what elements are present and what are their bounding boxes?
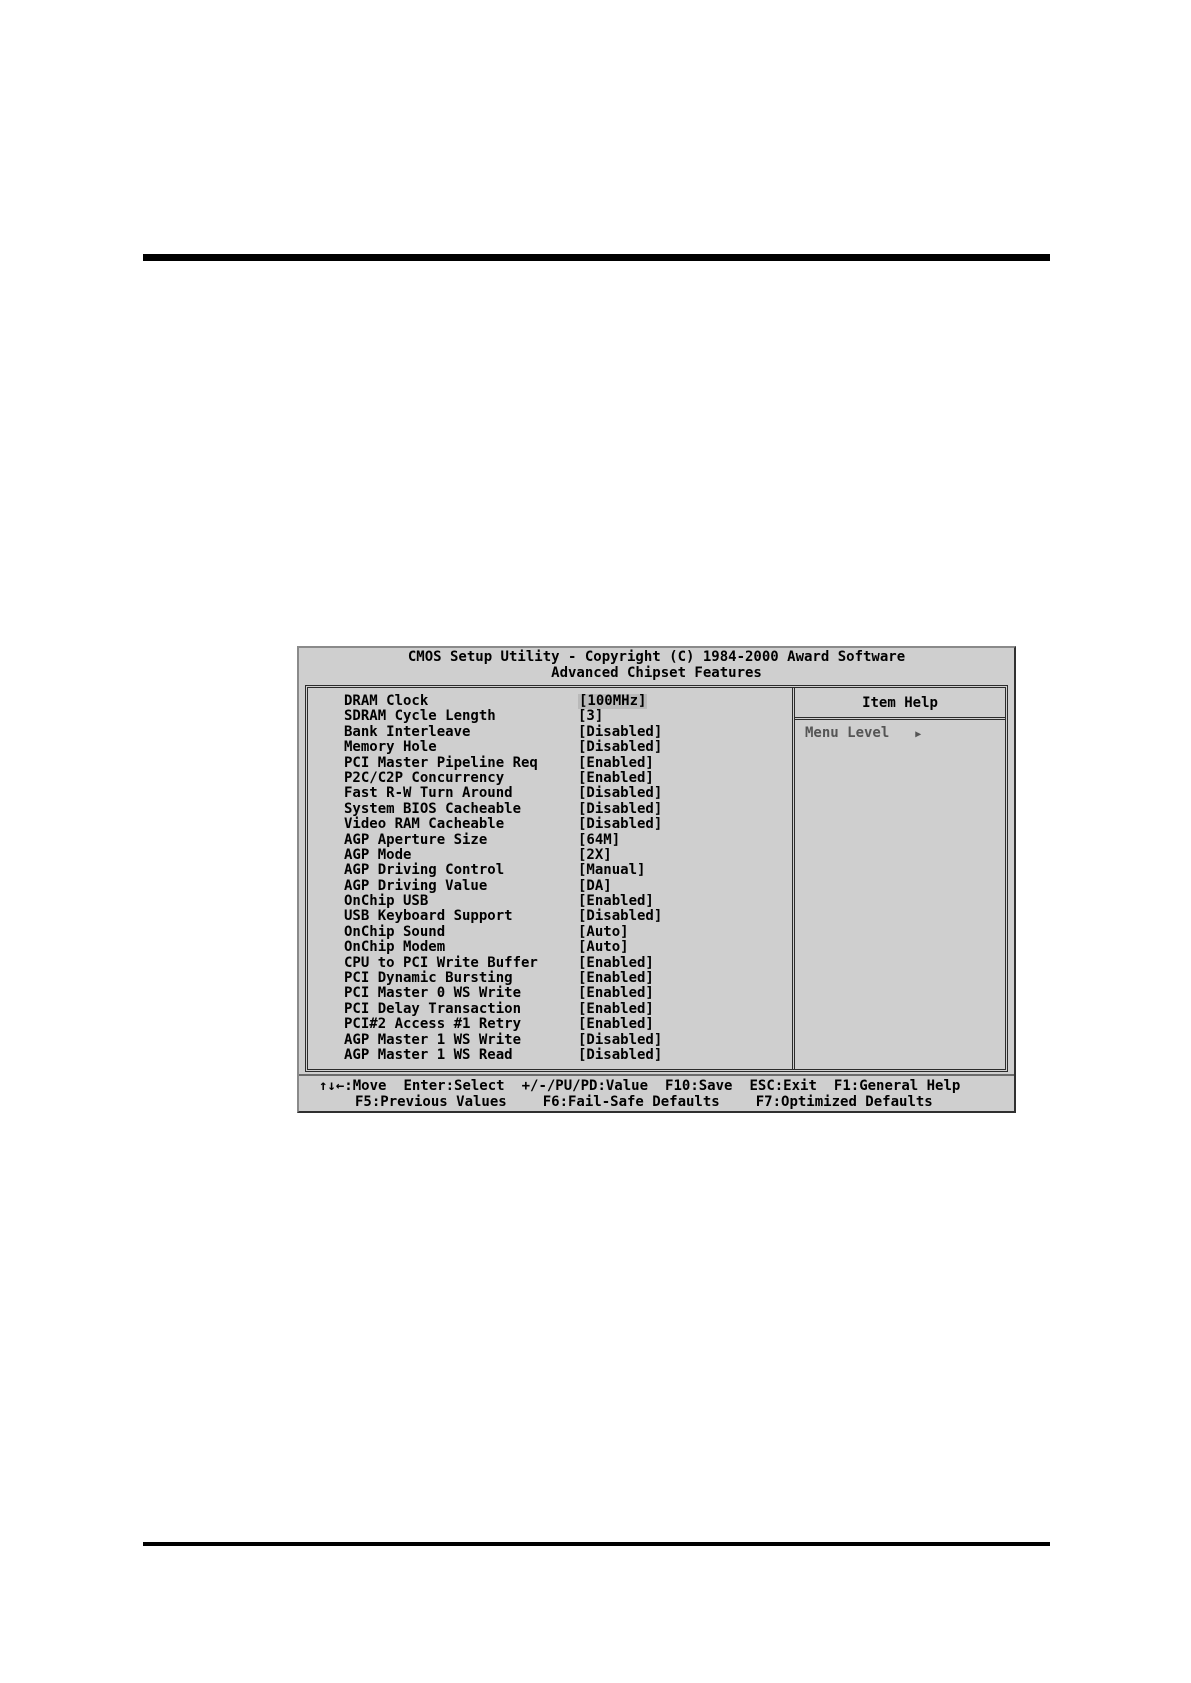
setting-value[interactable]: [Manual] (578, 862, 646, 879)
setting-row[interactable] (344, 1033, 662, 1048)
setting-value[interactable]: [Enabled] (578, 769, 654, 786)
setting-row[interactable] (344, 863, 662, 878)
setting-label: USB Keyboard Support (344, 908, 513, 925)
setting-row[interactable] (344, 709, 662, 724)
setting-label: PCI Master Pipeline Req (344, 754, 538, 771)
setting-label: PCI Dynamic Bursting (344, 970, 513, 987)
setting-label: P2C/C2P Concurrency (344, 769, 505, 786)
setting-value[interactable]: [Enabled] (578, 985, 654, 1002)
setting-row[interactable] (344, 956, 662, 971)
bios-title-line1: CMOS Setup Utility - Copyright (C) 1984-2000 Award Software (407, 649, 906, 665)
setting-value[interactable]: [64M] (578, 831, 621, 848)
menu-level-arrow-icon: ▶ (915, 729, 922, 740)
setting-label: PCI Delay Transaction (344, 1000, 522, 1017)
setting-value[interactable]: [Enabled] (578, 1016, 654, 1033)
setting-row[interactable] (344, 986, 662, 1001)
item-help-heading: Item Help (795, 688, 1005, 720)
setting-label: SDRAM Cycle Length (344, 708, 496, 725)
item-help-body (795, 720, 1005, 742)
setting-value[interactable]: [Disabled] (578, 723, 663, 740)
setting-label: PCI#2 Access #1 Retry (344, 1016, 522, 1033)
key-legend (299, 1074, 1014, 1113)
key-hint: F10:Save (665, 1078, 733, 1094)
setting-label: DRAM Clock (344, 693, 429, 709)
setting-label: Memory Hole (344, 739, 437, 756)
setting-row[interactable] (344, 879, 662, 894)
key-hint: Enter:Select (403, 1078, 505, 1094)
setting-label: AGP Driving Control (344, 862, 505, 879)
setting-row[interactable] (344, 894, 662, 909)
key-hint: ESC:Exit (749, 1078, 817, 1094)
setting-row[interactable] (344, 1017, 662, 1032)
item-help-pane (792, 688, 1005, 1069)
setting-row[interactable] (344, 694, 662, 709)
page-rule-top (143, 254, 1050, 261)
settings-list (344, 694, 662, 1063)
setting-value[interactable]: [Disabled] (578, 800, 663, 817)
setting-label: AGP Aperture Size (344, 831, 488, 848)
setting-label: CPU to PCI Write Buffer (344, 954, 538, 971)
setting-value-selected[interactable]: [100MHz] (579, 693, 647, 709)
setting-label: Video RAM Cacheable (344, 816, 505, 833)
setting-value[interactable]: [3] (578, 708, 604, 725)
page-rule-bottom (143, 1542, 1050, 1546)
setting-row[interactable] (344, 909, 662, 924)
setting-value[interactable]: [Enabled] (578, 893, 654, 910)
bios-setup-screen (297, 646, 1016, 1113)
setting-label: System BIOS Cacheable (344, 800, 522, 817)
setting-value[interactable]: [Auto] (578, 923, 629, 940)
setting-row[interactable] (344, 802, 662, 817)
setting-value[interactable]: [Enabled] (578, 970, 654, 987)
menu-level-label: Menu Level (805, 725, 890, 741)
key-legend-line2 (299, 1095, 1014, 1111)
setting-row[interactable] (344, 786, 662, 801)
setting-label: OnChip Modem (344, 939, 446, 956)
setting-value[interactable]: [Enabled] (578, 954, 654, 971)
bios-title-line2: Advanced Chipset Features (551, 665, 762, 681)
setting-row[interactable] (344, 740, 662, 755)
setting-row[interactable] (344, 848, 662, 863)
setting-row[interactable] (344, 756, 662, 771)
setting-row[interactable] (344, 971, 662, 986)
setting-row[interactable] (344, 925, 662, 940)
setting-value[interactable]: [2X] (578, 846, 612, 863)
key-hint: F7:Optimized Defaults (755, 1094, 933, 1110)
key-legend-line1 (299, 1076, 1014, 1095)
setting-row[interactable] (344, 940, 662, 955)
setting-value[interactable]: [Disabled] (578, 1046, 663, 1063)
setting-value[interactable]: [Disabled] (578, 816, 663, 833)
setting-label: OnChip USB (344, 893, 429, 910)
bios-title (299, 650, 1014, 682)
setting-value[interactable]: [Disabled] (578, 1031, 663, 1048)
setting-label: PCI Master 0 WS Write (344, 985, 522, 1002)
setting-label: Fast R-W Turn Around (344, 785, 513, 802)
key-hint: F5:Previous Values (355, 1094, 507, 1110)
setting-label: AGP Master 1 WS Write (344, 1031, 522, 1048)
setting-label: AGP Master 1 WS Read (344, 1046, 513, 1063)
setting-label: AGP Driving Value (344, 877, 488, 894)
setting-value[interactable]: [Disabled] (578, 908, 663, 925)
setting-value[interactable]: [DA] (578, 877, 612, 894)
setting-row[interactable] (344, 725, 662, 740)
setting-value[interactable]: [Auto] (578, 939, 629, 956)
setting-row[interactable] (344, 1002, 662, 1017)
setting-label: Bank Interleave (344, 723, 471, 740)
setting-row[interactable] (344, 833, 662, 848)
setting-row[interactable] (344, 1048, 662, 1063)
key-hint: ↑↓←:Move (319, 1078, 387, 1094)
setting-label: OnChip Sound (344, 923, 446, 940)
settings-pane (308, 688, 792, 1069)
setting-value[interactable]: [Disabled] (578, 785, 663, 802)
key-hint: F6:Fail-Safe Defaults (542, 1094, 720, 1110)
key-hint: +/-/PU/PD:Value (521, 1078, 649, 1094)
setting-row[interactable] (344, 817, 662, 832)
setting-row[interactable] (344, 771, 662, 786)
setting-label: AGP Mode (344, 846, 412, 863)
setting-value[interactable]: [Disabled] (578, 739, 663, 756)
key-hint: F1:General Help (833, 1078, 961, 1094)
setting-value[interactable]: [Enabled] (578, 754, 654, 771)
setting-value[interactable]: [Enabled] (578, 1000, 654, 1017)
bios-main-frame (305, 685, 1008, 1072)
